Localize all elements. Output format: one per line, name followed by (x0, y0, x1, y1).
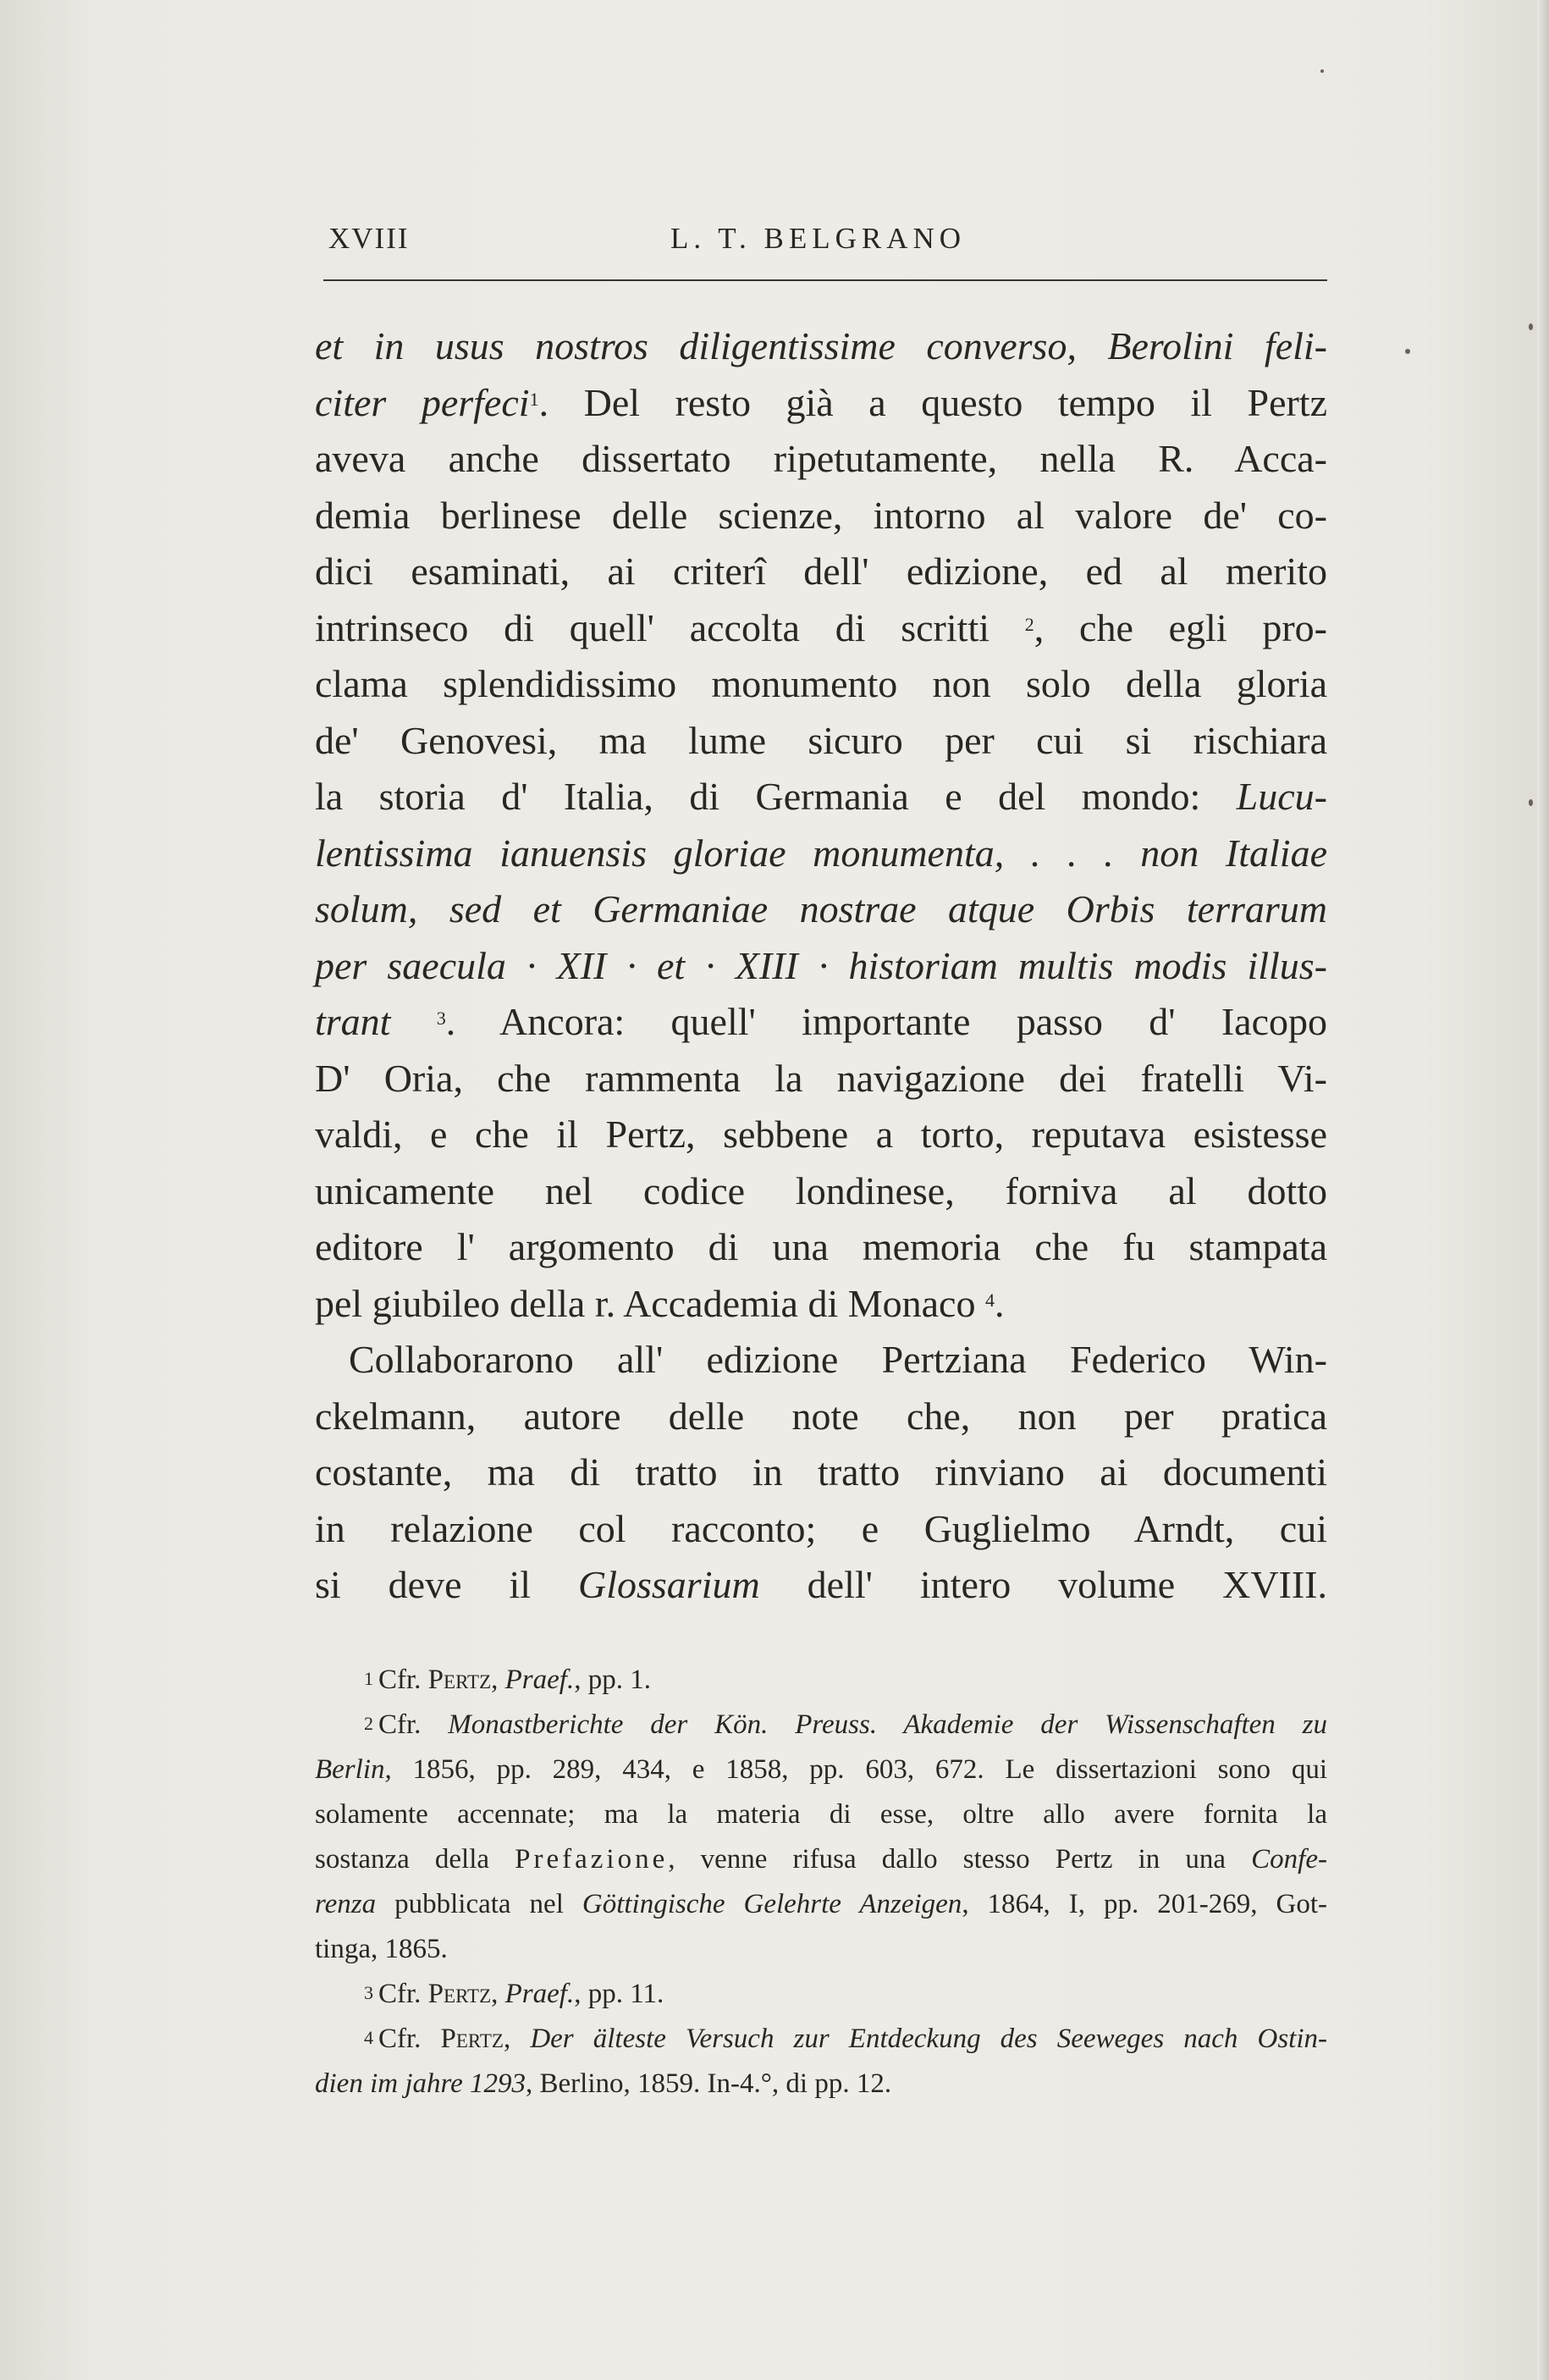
text-line: clama splendidissimo monumento non solo della gloria (315, 662, 1327, 705)
footnote-4: $^4$ Cfr. Pertz, Der älteste Versuch zur Entdeckung des Seeweges nach Ostin- (364, 2024, 1327, 2054)
paper-speck (1320, 69, 1324, 73)
footnote-ref: 4 (984, 1289, 995, 1311)
text-line: demia berlinese delle scienze, intorno al valore de' co- (315, 493, 1327, 537)
text-line: et in usus nostros diligentissime converso, Berolini feli- (315, 324, 1327, 367)
footnote-ref: 1 (529, 388, 539, 410)
footnote-2-line: sostanza della Prefazione, venne rifusa dallo stesso Pertz in una Confe- (315, 1844, 1327, 1875)
text-line: costante, ma di tratto in tratto rinviano ai documenti (315, 1450, 1327, 1494)
text-line: trant $^3$. Ancora: quell' importante passo d' Iacopo (315, 1000, 1327, 1043)
page-number: XVIII (328, 222, 410, 255)
text-line: per saecula · XII · et · XIII · historiam multis modis illus- (315, 943, 1327, 987)
text-line: Collaborarono all' edizione Pertziana Federico Win- (349, 1338, 1327, 1381)
text-line: citer perfeci$^1$. Del resto già a questo tempo il Pertz (315, 380, 1327, 424)
paper-speck (1529, 799, 1533, 806)
page-edge-shadow (1537, 0, 1549, 2380)
footnote-2-line: renza pubblicata nel Göttingische Gelehrte Anzeigen, 1864, I, pp. 201-269, Got- (315, 1889, 1327, 1919)
main-text (315, 318, 1327, 1614)
paper-speck (1405, 349, 1410, 354)
footnote-2: $^2$ Cfr. Monastberichte der Kön. Preuss. Akademie der Wissenschaften zu (364, 1709, 1327, 1740)
footnotes (315, 1658, 1327, 2107)
page-header (315, 218, 1327, 261)
running-title: L. T. BELGRANO (670, 222, 967, 255)
text-line: la storia d' Italia, di Germania e del mondo: Lucu- (315, 775, 1327, 818)
text-line: si deve il Glossarium dell' intero volume XVIII. (315, 1563, 1328, 1606)
footnote-1: $^1$ Cfr. Pertz, Praef., pp. 1. (364, 1665, 651, 1695)
footnote-ref: 2 (1024, 613, 1034, 635)
text-line: D' Oria, che rammenta la navigazione dei fratelli Vi- (315, 1056, 1327, 1100)
text-line: in relazione col racconto; e Guglielmo Arndt, cui (315, 1506, 1327, 1550)
footnote-ref: 3 (436, 1008, 446, 1029)
footnote-2-line: tinga, 1865. (315, 1934, 448, 1964)
text-line: intrinseco di quell' accolta di scritti $^2$, che egli pro- (315, 605, 1327, 649)
text-line: unicamente nel codice londinese, forniva al dotto (315, 1168, 1327, 1212)
paper-speck (1529, 323, 1533, 330)
text-line: valdi, e che il Pertz, sebbene a torto, reputava esistesse (315, 1113, 1327, 1156)
footnote-4-line: dien im jahre 1293, Berlino, 1859. In-4.°, di pp. 12. (315, 2068, 892, 2099)
footnote-2-line: Berlin, 1856, pp. 289, 434, e 1858, pp. 603, 672. Le dissertazioni sono qui (315, 1754, 1327, 1785)
footnote-3: $^3$ Cfr. Pertz, Praef., pp. 11. (364, 1979, 664, 2009)
text-line: de' Genovesi, ma lume sicuro per cui si rischiara (315, 718, 1327, 762)
text-line: lentissima ianuensis gloriae monumenta, . . . non Italiae (315, 831, 1327, 875)
footnote-2-line: solamente accennate; ma la materia di esse, oltre allo avere fornita la (315, 1799, 1327, 1830)
header-rule (323, 279, 1327, 281)
text-line: ckelmann, autore delle note che, non per pratica (315, 1394, 1327, 1438)
text-line: solum, sed et Germaniae nostrae atque Orbis terrarum (315, 887, 1327, 930)
text-line: aveva anche dissertato ripetutamente, nella R. Acca- (315, 437, 1327, 480)
text-line: pel giubileo della r. Accademia di Monaco $^4$. (315, 1281, 1005, 1325)
text-line: editore l' argomento di una memoria che fu stampata (315, 1225, 1327, 1268)
text-line: dici esaminati, ai criterî dell' edizione, ed al merito (315, 549, 1327, 593)
